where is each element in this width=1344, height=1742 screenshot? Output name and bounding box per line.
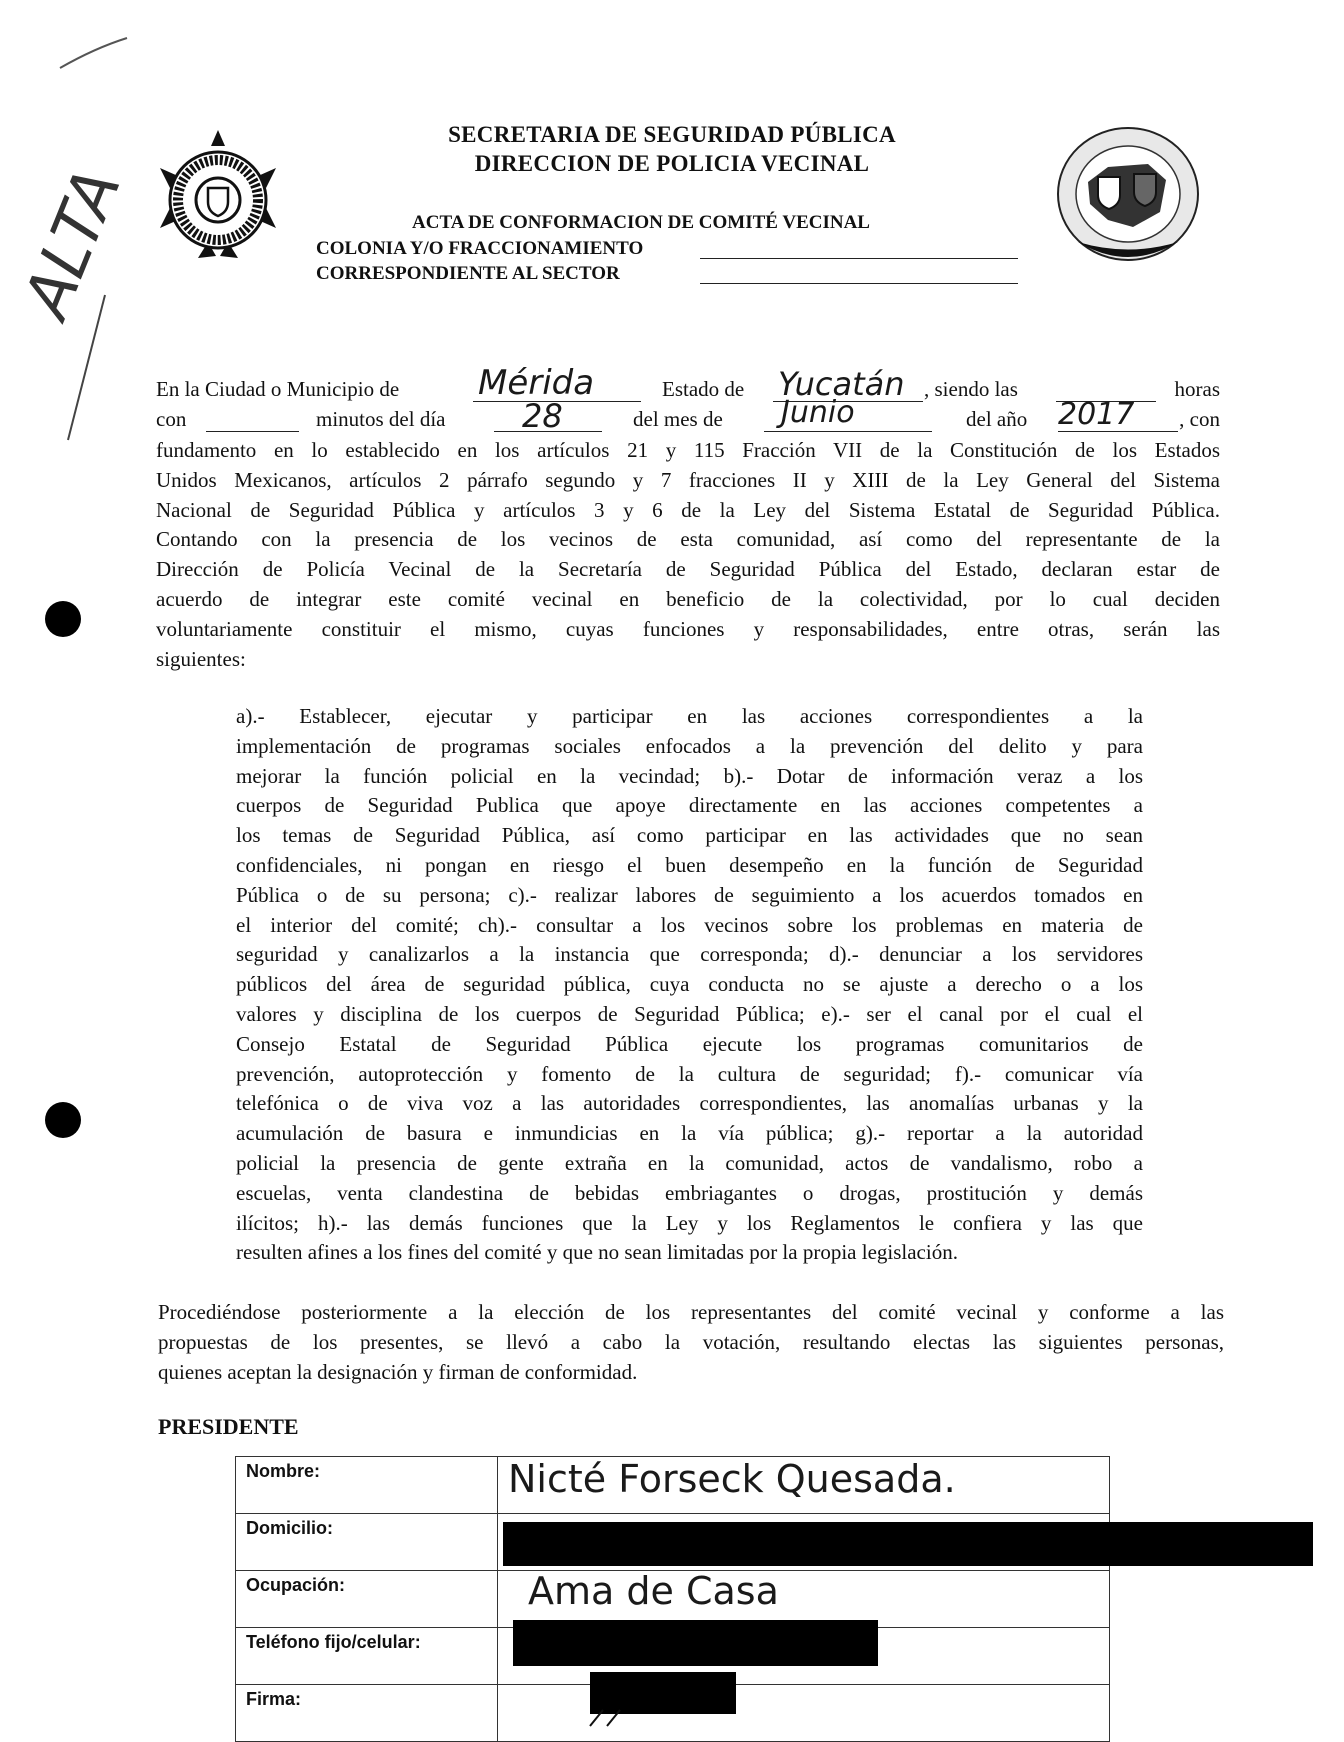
text-anio: del año bbox=[966, 407, 1028, 431]
functions-line: valores y disciplina de los cuerpos de Seguridad Pública; e).- ser el canal por el cual el bbox=[236, 1001, 1143, 1026]
functions-line: prevención, autoprotección y fomento de la cultura de seguridad; f).- comunicar vía bbox=[236, 1061, 1143, 1086]
handwritten-ocupacion: Ama de Casa bbox=[528, 1569, 779, 1613]
sector-blank bbox=[700, 283, 1018, 284]
handwritten-mes: Junio bbox=[781, 395, 855, 430]
mes-blank bbox=[764, 431, 932, 432]
functions-line: telefónica o de viva voz a las autoridades correspondientes, las anomalías urbanas y la bbox=[236, 1091, 1143, 1116]
handwritten-nombre: Nicté Forseck Quesada. bbox=[508, 1457, 956, 1501]
election-line: Procediéndose posteriormente a la elección de los representantes del comité vecinal y conforme a las bbox=[158, 1300, 1224, 1324]
intro-body-line: voluntariamente constituir el mismo, cuyas funciones y responsabilidades, entre otras, serán las bbox=[156, 616, 1220, 641]
handwritten-estado: Yucatán bbox=[778, 365, 905, 403]
functions-line: acumulación de basura e inmundicias en la vía pública; g).- reportar a la autoridad bbox=[236, 1121, 1143, 1146]
document-title: SECRETARIA DE SEGURIDAD PÚBLICA bbox=[448, 122, 896, 147]
signature-stroke bbox=[585, 1708, 645, 1728]
functions-line: Consejo Estatal de Seguridad Pública ejecute los programas comunitarios de bbox=[236, 1031, 1143, 1056]
functions-line: Pública o de su persona; c).- realizar labores de seguimiento a los acuerdos tomados en bbox=[236, 882, 1143, 907]
functions-line: confidenciales, ni pongan en riesgo el buen desempeño en la función de Seguridad bbox=[236, 852, 1143, 877]
acta-title: ACTA DE CONFORMACION DE COMITÉ VECINAL bbox=[412, 212, 870, 233]
text-municipio-label: En la Ciudad o Municipio de bbox=[156, 377, 400, 401]
handwritten-anio: 2017 bbox=[1058, 397, 1135, 432]
nombre-label: Nombre: bbox=[236, 1457, 498, 1514]
police-emblem-logo bbox=[158, 128, 278, 268]
text-mes: del mes de bbox=[633, 407, 723, 431]
functions-line: seguridad y canalizarlos a la instancia que corresponda; d).- denunciar a los servidores bbox=[236, 942, 1143, 967]
redaction-telefono bbox=[513, 1620, 878, 1666]
election-paragraph bbox=[158, 1298, 1224, 1387]
president-section-title: PRESIDENTE bbox=[158, 1414, 299, 1439]
functions-line: implementación de programas sociales enfocados a la prevención del delito y para bbox=[236, 733, 1143, 758]
functions-line: cuerpos de Seguridad Publica que apoye directamente en las acciones competentes a bbox=[236, 793, 1143, 818]
redaction-domicilio bbox=[503, 1522, 1313, 1566]
margin-note-alta: ALTA bbox=[10, 158, 136, 328]
hole-punch-dot bbox=[45, 1102, 81, 1138]
election-line: propuestas de los presentes, se llevó a cabo la votación, resultando electas las siguientes personas, bbox=[158, 1329, 1224, 1354]
intro-body-line: siguientes: bbox=[156, 646, 246, 671]
text-siendo-las: , siendo las bbox=[924, 377, 1018, 401]
colonia-blank bbox=[700, 258, 1018, 259]
margin-slash bbox=[60, 290, 110, 450]
text-minutos-dia: minutos del día bbox=[316, 407, 446, 431]
intro-body-line: Dirección de Policía Vecinal de la Secretaría de Seguridad Pública del Estado, declaran estar de bbox=[156, 557, 1220, 582]
sector-label: CORRESPONDIENTE AL SECTOR bbox=[316, 263, 620, 284]
text-con: con bbox=[156, 407, 187, 431]
text-estado-label: Estado de bbox=[662, 377, 745, 401]
functions-line: escuelas, venta clandestina de bebidas embriagantes o drogas, prostitución y demás bbox=[236, 1180, 1143, 1205]
handwritten-dia: 28 bbox=[522, 397, 563, 435]
minutos-blank bbox=[206, 431, 299, 432]
margin-pen-stroke bbox=[55, 30, 135, 75]
text-con-end: , con bbox=[1179, 407, 1220, 431]
functions-line: el interior del comité; ch).- consultar a los vecinos sobre los problemas en materia de bbox=[236, 912, 1143, 937]
election-line: quienes aceptan la designación y firman de conformidad. bbox=[158, 1359, 638, 1384]
ocupacion-label: Ocupación: bbox=[236, 1571, 498, 1628]
table-row bbox=[236, 1571, 1110, 1628]
text-horas: horas bbox=[1174, 377, 1220, 401]
functions-paragraph bbox=[236, 702, 1143, 1268]
intro-body-line: Contando con la presencia de los vecinos de esta comunidad, así como del representante de la bbox=[156, 527, 1220, 552]
functions-line: policial la presencia de gente extraña en la comunidad, actos de vandalismo, robo a bbox=[236, 1150, 1143, 1175]
table-row bbox=[236, 1457, 1110, 1514]
document-subtitle: DIRECCION DE POLICIA VECINAL bbox=[474, 151, 870, 176]
ocupacion-value-cell[interactable] bbox=[498, 1571, 1110, 1628]
intro-body-line: Nacional de Seguridad Pública y artículos 3 y 6 de la Ley del Sistema Estatal de Seguridad Pública. bbox=[156, 497, 1220, 522]
firma-label: Firma: bbox=[236, 1685, 498, 1742]
intro-body-line: acuerdo de integrar este comité vecinal en beneficio de la colectividad, por lo cual deciden bbox=[156, 586, 1220, 611]
telefono-label: Teléfono fijo/celular: bbox=[236, 1628, 498, 1685]
intro-body-line: fundamento en lo establecido en los artículos 21 y 115 Fracción VII de la Constitución de los Estados bbox=[156, 438, 1220, 462]
intro-line-2 bbox=[156, 395, 1220, 437]
intro-body-line: Unidos Mexicanos, artículos 2 párrafo segundo y 7 fracciones II y XIII de la Ley General del Sistema bbox=[156, 467, 1220, 492]
hole-punch-dot bbox=[45, 601, 81, 637]
functions-line: ilícitos; h).- las demás funciones que la Ley y los Reglamentos le confiera y las que bbox=[236, 1210, 1143, 1235]
intro-body bbox=[156, 436, 1220, 674]
functions-line: mejorar la función policial en la vecindad; b).- Dotar de información veraz a los bbox=[236, 763, 1143, 788]
domicilio-label: Domicilio: bbox=[236, 1514, 498, 1571]
nombre-value-cell[interactable] bbox=[498, 1457, 1110, 1514]
handwritten-municipio: Mérida bbox=[478, 363, 595, 403]
functions-line: a).- Establecer, ejecutar y participar en las acciones correspondientes a la bbox=[236, 704, 1143, 728]
functions-line: resulten afines a los fines del comité y que no sean limitadas por la propia legislación. bbox=[236, 1240, 958, 1265]
functions-line: públicos del área de seguridad pública, cuya conducta no se ajuste a derecho o a los bbox=[236, 972, 1143, 997]
colonia-label: COLONIA Y/O FRACCIONAMIENTO bbox=[316, 238, 644, 259]
functions-line: los temas de Seguridad Pública, así como participar en las actividades que no sean bbox=[236, 823, 1143, 848]
